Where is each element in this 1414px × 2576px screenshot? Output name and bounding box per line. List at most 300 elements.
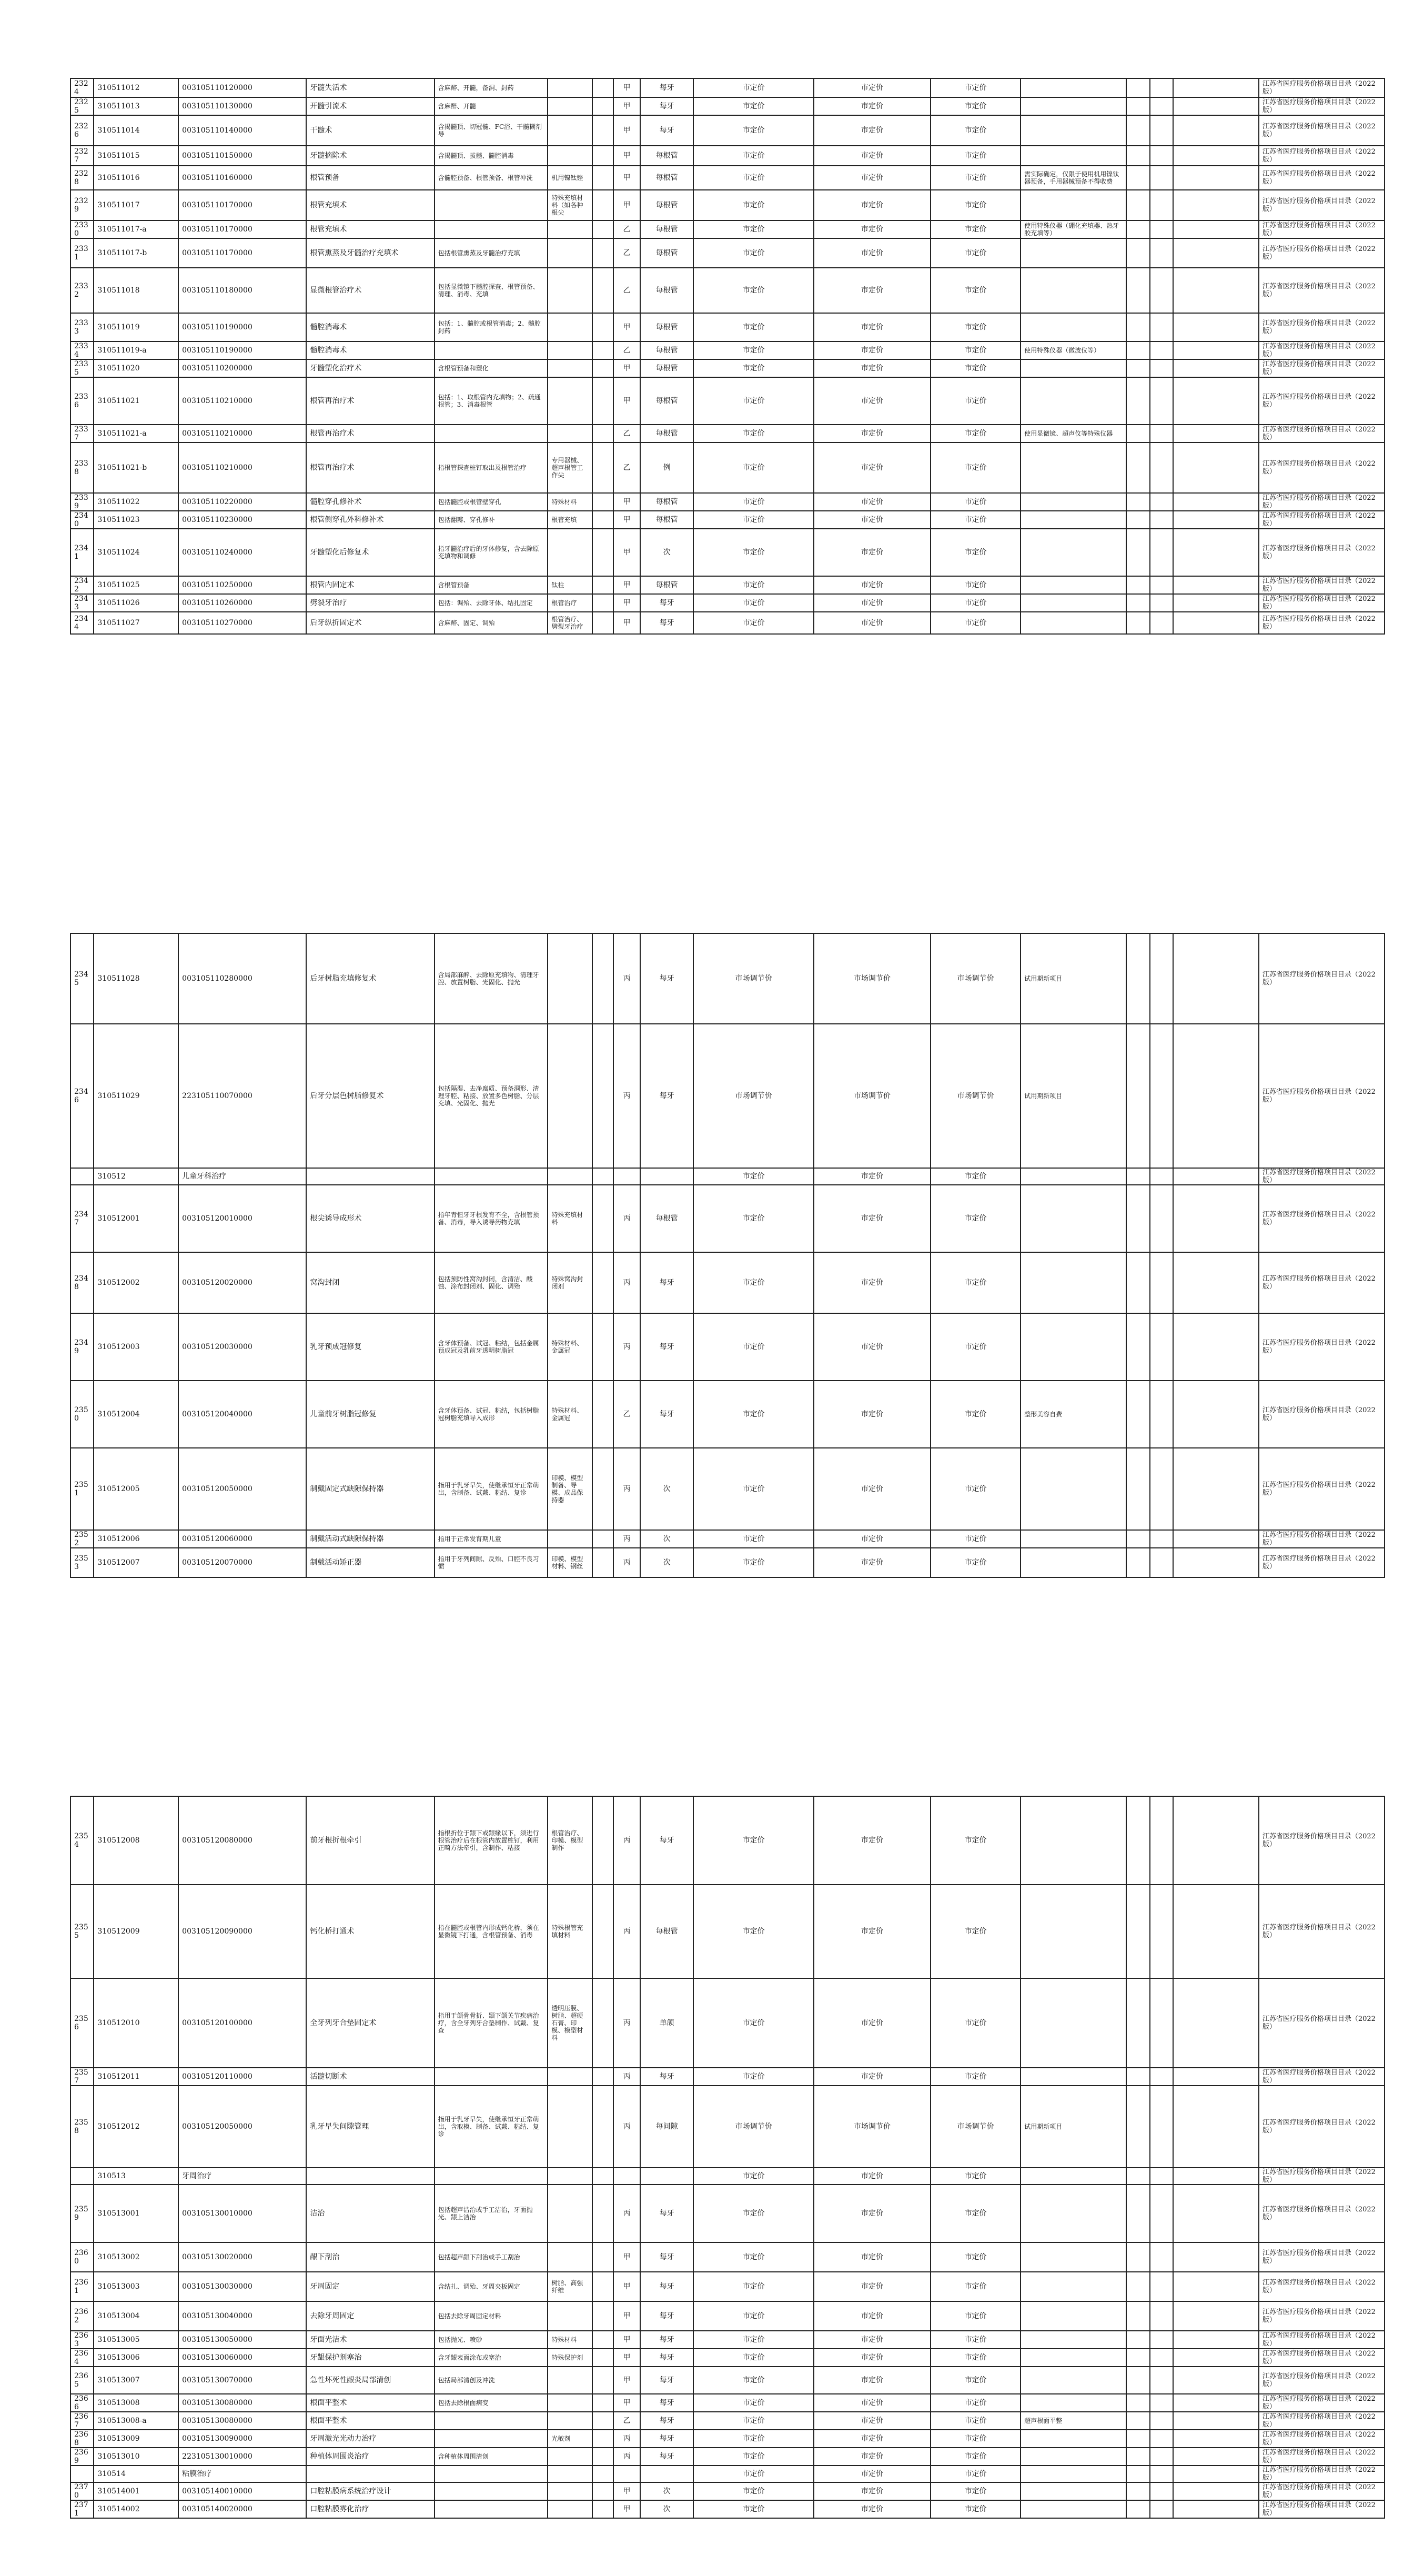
row-content: 指牙髓治疗后的牙体修复，含去除原充填物和调修 (435, 529, 548, 576)
row-seq: 2356 (70, 1978, 94, 2068)
row-blank (1173, 1885, 1259, 1978)
row-category: 甲 (613, 2349, 640, 2367)
row-blank (592, 2430, 613, 2448)
row-content (435, 1168, 548, 1185)
row-source: 江苏省医疗服务价格项目目录（2022版） (1259, 268, 1385, 313)
table-row (70, 2272, 1385, 2301)
row-seq: 2343 (70, 594, 94, 612)
table-row (70, 166, 1385, 190)
row-national-code: 003105110250000 (178, 576, 306, 594)
table-row (70, 359, 1385, 377)
row-seq: 2367 (70, 2412, 94, 2430)
row-blank (592, 78, 613, 97)
row-price-2: 市场调节价 (814, 2086, 931, 2168)
row-source: 江苏省医疗服务价格项目目录（2022版） (1259, 493, 1385, 511)
row-exclusions: 根管治疗、印模、模型制作 (548, 1796, 592, 1885)
table-row (70, 2349, 1385, 2367)
row-price-2: 市定价 (814, 146, 931, 166)
row-national-code: 003105120110000 (178, 2068, 306, 2086)
row-unit: 每牙 (640, 2331, 694, 2349)
row-category: 乙 (613, 442, 640, 493)
table-row (70, 1448, 1385, 1530)
row-price-2: 市定价 (814, 2412, 931, 2430)
row-item-name: 牙周激光光动力治疗 (306, 2430, 434, 2448)
row-item-name: 种植体周围炎治疗 (306, 2448, 434, 2466)
row-exclusions (548, 529, 592, 576)
row-note (1021, 2168, 1126, 2185)
row-price-2: 市定价 (814, 1381, 931, 1448)
row-blank (1126, 594, 1149, 612)
row-price-1: 市定价 (693, 2500, 813, 2518)
row-source: 江苏省医疗服务价格项目目录（2022版） (1259, 2242, 1385, 2272)
row-blank (1173, 190, 1259, 220)
row-blank (592, 933, 613, 1024)
row-source: 江苏省医疗服务价格项目目录（2022版） (1259, 377, 1385, 425)
row-category: 甲 (613, 529, 640, 576)
row-price-2: 市定价 (814, 115, 931, 146)
row-note: 超声根面平整 (1021, 2412, 1126, 2430)
row-exclusions (548, 146, 592, 166)
row-blank (1173, 2068, 1259, 2086)
row-seq: 2350 (70, 1381, 94, 1448)
row-note (1021, 529, 1126, 576)
row-blank (1173, 1024, 1259, 1168)
row-category: 丙 (613, 1448, 640, 1530)
row-category: 丙 (613, 2068, 640, 2086)
row-price-1: 市定价 (693, 1548, 813, 1577)
row-national-code: 003105120040000 (178, 1381, 306, 1448)
row-national-code: 003105110140000 (178, 115, 306, 146)
row-category: 丙 (613, 1978, 640, 2068)
row-blank (1150, 2448, 1173, 2466)
row-unit: 每牙 (640, 2242, 694, 2272)
row-national-code: 003105110280000 (178, 933, 306, 1024)
row-price-1: 市定价 (693, 190, 813, 220)
row-blank (1150, 2482, 1173, 2500)
row-category: 甲 (613, 377, 640, 425)
row-category: 甲 (613, 612, 640, 634)
row-price-1: 市定价 (693, 1381, 813, 1448)
row-national-code: 003105110190000 (178, 313, 306, 341)
row-blank (1173, 238, 1259, 268)
row-source: 江苏省医疗服务价格项目目录（2022版） (1259, 359, 1385, 377)
row-blank (1126, 220, 1149, 238)
row-price-3: 市定价 (931, 2168, 1021, 2185)
row-blank (592, 2482, 613, 2500)
row-blank (1150, 493, 1173, 511)
row-exclusions (548, 2168, 592, 2185)
row-content: 包括根管熏蒸及牙髓治疗充填 (435, 238, 548, 268)
row-item-name: 乳牙早失间隙管理 (306, 2086, 434, 2168)
row-exclusions: 特殊窝沟封闭剂 (548, 1252, 592, 1313)
row-price-3: 市定价 (931, 377, 1021, 425)
row-price-1: 市定价 (693, 115, 813, 146)
row-blank (592, 511, 613, 529)
row-price-3: 市定价 (931, 2500, 1021, 2518)
row-national-code: 003105120050000 (178, 2086, 306, 2168)
row-note (1021, 612, 1126, 634)
row-blank (1150, 313, 1173, 341)
row-note (1021, 1530, 1126, 1548)
row-source: 江苏省医疗服务价格项目目录（2022版） (1259, 933, 1385, 1024)
row-source: 江苏省医疗服务价格项目目录（2022版） (1259, 1796, 1385, 1885)
row-price-3: 市定价 (931, 2482, 1021, 2500)
row-item-name: 制戴活动矫正器 (306, 1548, 434, 1577)
row-category: 丙 (613, 1024, 640, 1168)
row-code: 310512004 (94, 1381, 178, 1448)
row-content: 含牙体预备、试冠、粘结，包括树脂冠树脂充填导入成形 (435, 1381, 548, 1448)
row-unit: 例 (640, 442, 694, 493)
row-exclusions (548, 78, 592, 97)
row-blank (1173, 2482, 1259, 2500)
row-blank (592, 576, 613, 594)
row-price-1: 市定价 (693, 1185, 813, 1252)
row-content: 指用于正常发育期儿童 (435, 1530, 548, 1548)
row-source: 江苏省医疗服务价格项目目录（2022版） (1259, 341, 1385, 359)
row-blank (1126, 933, 1149, 1024)
row-unit: 每牙 (640, 933, 694, 1024)
row-price-1: 市定价 (693, 1885, 813, 1978)
row-national-code: 003105110260000 (178, 594, 306, 612)
row-blank (1126, 1978, 1149, 2068)
row-code: 310511021-a (94, 425, 178, 442)
row-unit: 每牙 (640, 594, 694, 612)
row-code: 310513010 (94, 2448, 178, 2466)
row-national-code: 003105130080000 (178, 2412, 306, 2430)
row-price-2: 市定价 (814, 2367, 931, 2394)
row-category: 甲 (613, 2272, 640, 2301)
row-national-code: 003105110170000 (178, 220, 306, 238)
row-blank (592, 2500, 613, 2518)
row-unit: 次 (640, 2500, 694, 2518)
row-source: 江苏省医疗服务价格项目目录（2022版） (1259, 238, 1385, 268)
row-exclusions (548, 359, 592, 377)
row-seq: 2337 (70, 425, 94, 442)
row-seq: 2364 (70, 2349, 94, 2367)
table-row (70, 97, 1385, 115)
row-price-3: 市定价 (931, 511, 1021, 529)
row-code: 310512012 (94, 2086, 178, 2168)
row-code: 310511013 (94, 97, 178, 115)
row-price-1: 市定价 (693, 2242, 813, 2272)
row-price-3: 市定价 (931, 1885, 1021, 1978)
row-code: 310511026 (94, 594, 178, 612)
table-row (70, 425, 1385, 442)
row-price-2: 市定价 (814, 2482, 931, 2500)
row-code: 310511021 (94, 377, 178, 425)
row-note (1021, 2466, 1126, 2482)
row-unit (640, 2168, 694, 2185)
row-seq: 2334 (70, 341, 94, 359)
row-blank (1126, 2412, 1149, 2430)
table-row (70, 1252, 1385, 1313)
row-blank (592, 1885, 613, 1978)
row-blank (1150, 2349, 1173, 2367)
row-item-name: 活髓切断术 (306, 2068, 434, 2086)
row-price-2: 市定价 (814, 493, 931, 511)
row-blank (1126, 1796, 1149, 1885)
row-content (435, 425, 548, 442)
row-code: 310511019 (94, 313, 178, 341)
row-seq: 2347 (70, 1185, 94, 1252)
row-content: 含揭髓顶、切冠髓、FC浴、干髓糊剂导 (435, 115, 548, 146)
row-source: 江苏省医疗服务价格项目目录（2022版） (1259, 576, 1385, 594)
row-blank (592, 2272, 613, 2301)
row-price-3: 市定价 (931, 190, 1021, 220)
row-blank (1150, 238, 1173, 268)
row-exclusions (548, 933, 592, 1024)
row-price-1: 市定价 (693, 2412, 813, 2430)
row-price-2: 市定价 (814, 78, 931, 97)
row-exclusions (548, 1168, 592, 1185)
row-price-2: 市定价 (814, 1448, 931, 1530)
row-national-code: 003105120080000 (178, 1796, 306, 1885)
row-price-3: 市定价 (931, 529, 1021, 576)
row-content: 含麻醉、开髓，备洞、封药 (435, 78, 548, 97)
row-note (1021, 1548, 1126, 1577)
row-blank (1173, 1448, 1259, 1530)
row-national-code: 003105120090000 (178, 1885, 306, 1978)
row-exclusions (548, 2412, 592, 2430)
table-row (70, 1548, 1385, 1577)
row-seq: 2324 (70, 78, 94, 97)
row-national-code: 003105110270000 (178, 612, 306, 634)
row-price-3: 市定价 (931, 2068, 1021, 2086)
row-price-3: 市场调节价 (931, 1024, 1021, 1168)
row-source: 江苏省医疗服务价格项目目录（2022版） (1259, 2466, 1385, 2482)
row-price-2: 市定价 (814, 341, 931, 359)
row-price-3: 市定价 (931, 78, 1021, 97)
row-blank (1173, 78, 1259, 97)
row-note (1021, 2430, 1126, 2448)
row-seq: 2329 (70, 190, 94, 220)
row-price-3: 市定价 (931, 2242, 1021, 2272)
row-item-name: 干髓术 (306, 115, 434, 146)
row-source: 江苏省医疗服务价格项目目录（2022版） (1259, 146, 1385, 166)
row-exclusions (548, 1530, 592, 1548)
row-price-3: 市定价 (931, 442, 1021, 493)
row-seq: 2353 (70, 1548, 94, 1577)
row-seq: 2332 (70, 268, 94, 313)
row-source: 江苏省医疗服务价格项目目录（2022版） (1259, 2394, 1385, 2412)
row-unit: 每根管 (640, 146, 694, 166)
row-content (435, 341, 548, 359)
row-content: 包括抛光、喷砂 (435, 2331, 548, 2349)
row-item-name: 口腔粘膜病系统治疗设计 (306, 2482, 434, 2500)
row-code: 310511027 (94, 612, 178, 634)
row-blank (592, 612, 613, 634)
row-blank (1126, 612, 1149, 634)
row-content: 包括髓腔或根管壁穿孔 (435, 493, 548, 511)
table-row (70, 933, 1385, 1024)
row-code: 310513004 (94, 2301, 178, 2331)
row-category: 丙 (613, 1885, 640, 1978)
row-code: 310511025 (94, 576, 178, 594)
row-price-1: 市定价 (693, 442, 813, 493)
row-note (1021, 377, 1126, 425)
row-note (1021, 359, 1126, 377)
row-price-3: 市定价 (931, 576, 1021, 594)
row-blank (1126, 493, 1149, 511)
row-code: 310512008 (94, 1796, 178, 1885)
row-unit: 每牙 (640, 2412, 694, 2430)
row-blank (1150, 442, 1173, 493)
row-blank (1150, 425, 1173, 442)
row-blank (1126, 268, 1149, 313)
table-row (70, 2086, 1385, 2168)
row-item-name: 牙髓失活术 (306, 78, 434, 97)
row-price-2: 市定价 (814, 313, 931, 341)
row-source: 江苏省医疗服务价格项目目录（2022版） (1259, 594, 1385, 612)
row-content: 指用于乳牙早失，使继承恒牙正常萌出，含制备、试戴、粘结、复诊 (435, 1448, 548, 1530)
row-item-name: 去除牙周固定 (306, 2301, 434, 2331)
table-row (70, 493, 1385, 511)
row-item-name: 根管熏蒸及牙髓治疗充填术 (306, 238, 434, 268)
row-note (1021, 1448, 1126, 1530)
row-seq: 2325 (70, 97, 94, 115)
row-blank (1126, 190, 1149, 220)
row-code: 310511023 (94, 511, 178, 529)
row-blank (1173, 442, 1259, 493)
row-content: 包括超声洁治或手工洁治，牙面抛光、龈上洁治 (435, 2185, 548, 2242)
row-item-name: 根管预备 (306, 166, 434, 190)
row-blank (1173, 166, 1259, 190)
row-exclusions (548, 268, 592, 313)
table-row (70, 268, 1385, 313)
row-blank (1126, 238, 1149, 268)
row-seq: 2331 (70, 238, 94, 268)
row-code: 310511018 (94, 268, 178, 313)
row-category: 丙 (613, 1548, 640, 1577)
row-blank (1173, 1978, 1259, 2068)
row-exclusions: 特殊保护剂 (548, 2349, 592, 2367)
row-item-name: 根管再治疗术 (306, 425, 434, 442)
table-row (70, 2412, 1385, 2430)
row-exclusions (548, 220, 592, 238)
row-item-name: 劈裂牙治疗 (306, 594, 434, 612)
row-national-code: 003105130040000 (178, 2301, 306, 2331)
row-blank (1126, 2482, 1149, 2500)
row-source: 江苏省医疗服务价格项目目录（2022版） (1259, 2448, 1385, 2466)
row-source: 江苏省医疗服务价格项目目录（2022版） (1259, 1252, 1385, 1313)
row-price-3: 市定价 (931, 1185, 1021, 1252)
row-blank (592, 2242, 613, 2272)
row-price-1: 市定价 (693, 2185, 813, 2242)
row-blank (1126, 2242, 1149, 2272)
row-blank (1126, 115, 1149, 146)
row-item-name: 牙龈保护剂塞治 (306, 2349, 434, 2367)
row-price-2: 市定价 (814, 2349, 931, 2367)
row-category: 甲 (613, 2367, 640, 2394)
table-row (70, 1978, 1385, 2068)
row-blank (1126, 2301, 1149, 2331)
row-item-name: 急性坏死性龈炎局部清创 (306, 2367, 434, 2394)
row-price-1: 市定价 (693, 2068, 813, 2086)
row-blank (1173, 2394, 1259, 2412)
row-category: 甲 (613, 2301, 640, 2331)
row-exclusions: 特殊材料 (548, 493, 592, 511)
row-price-3: 市定价 (931, 2185, 1021, 2242)
row-blank (1173, 377, 1259, 425)
row-unit: 每牙 (640, 78, 694, 97)
row-blank (1126, 1885, 1149, 1978)
row-category: 甲 (613, 493, 640, 511)
row-note (1021, 2448, 1126, 2466)
row-category: 丙 (613, 1252, 640, 1313)
row-blank (1173, 2500, 1259, 2518)
row-item-name: 儿童前牙树脂冠修复 (306, 1381, 434, 1448)
row-price-3: 市定价 (931, 493, 1021, 511)
row-blank (1126, 442, 1149, 493)
row-price-1: 市定价 (693, 2331, 813, 2349)
row-source: 江苏省医疗服务价格项目目录（2022版） (1259, 2482, 1385, 2500)
row-blank (1173, 146, 1259, 166)
row-blank (592, 2367, 613, 2394)
row-content: 含根管预备和塑化 (435, 359, 548, 377)
row-content: 含结扎、调殆、牙周夹板固定 (435, 2272, 548, 2301)
row-content: 包括去除牙周固定材料 (435, 2301, 548, 2331)
row-note (1021, 2482, 1126, 2500)
row-exclusions (548, 313, 592, 341)
row-exclusions: 特殊充填材料（如各种根尖 (548, 190, 592, 220)
row-source: 江苏省医疗服务价格项目目录（2022版） (1259, 529, 1385, 576)
row-note (1021, 190, 1126, 220)
row-national-code: 003105110180000 (178, 268, 306, 313)
row-seq: 2348 (70, 1252, 94, 1313)
row-price-2: 市定价 (814, 2500, 931, 2518)
row-note (1021, 313, 1126, 341)
row-blank (1150, 594, 1173, 612)
row-blank (1150, 146, 1173, 166)
row-blank (592, 166, 613, 190)
row-note (1021, 2394, 1126, 2412)
row-blank (1150, 2068, 1173, 2086)
row-item-name: 髓腔穿孔修补术 (306, 493, 434, 511)
row-price-3: 市定价 (931, 612, 1021, 634)
row-blank (592, 2086, 613, 2168)
row-code: 310513005 (94, 2331, 178, 2349)
row-category: 丙 (613, 1796, 640, 1885)
row-content (435, 2412, 548, 2430)
row-content: 包括：1、髓腔或根管消毒；2、髓腔封药 (435, 313, 548, 341)
row-item-name: 牙髓塑化后修复术 (306, 529, 434, 576)
row-unit: 每根管 (640, 190, 694, 220)
row-price-2: 市定价 (814, 1978, 931, 2068)
row-blank (1126, 2367, 1149, 2394)
row-blank (1150, 2331, 1173, 2349)
row-name-empty (306, 1168, 434, 1185)
row-category: 甲 (613, 2394, 640, 2412)
row-blank (1173, 313, 1259, 341)
row-content: 含麻醉、固定、调殆 (435, 612, 548, 634)
row-seq (70, 1168, 94, 1185)
row-item-name: 龈下刮治 (306, 2242, 434, 2272)
row-price-2: 市定价 (814, 2168, 931, 2185)
row-content: 含牙体预备、试冠、粘结，包括金属预成冠及乳前牙透明树脂冠 (435, 1313, 548, 1381)
row-exclusions (548, 2367, 592, 2394)
row-blank (1126, 2272, 1149, 2301)
table-row (70, 1381, 1385, 1448)
row-seq: 2338 (70, 442, 94, 493)
row-code: 310513008 (94, 2394, 178, 2412)
row-price-3: 市定价 (931, 1796, 1021, 1885)
row-seq: 2352 (70, 1530, 94, 1548)
row-blank (1150, 2242, 1173, 2272)
row-national-code: 003105110210000 (178, 425, 306, 442)
row-national-code: 003105110170000 (178, 190, 306, 220)
row-price-3: 市定价 (931, 1448, 1021, 1530)
row-seq: 2361 (70, 2272, 94, 2301)
